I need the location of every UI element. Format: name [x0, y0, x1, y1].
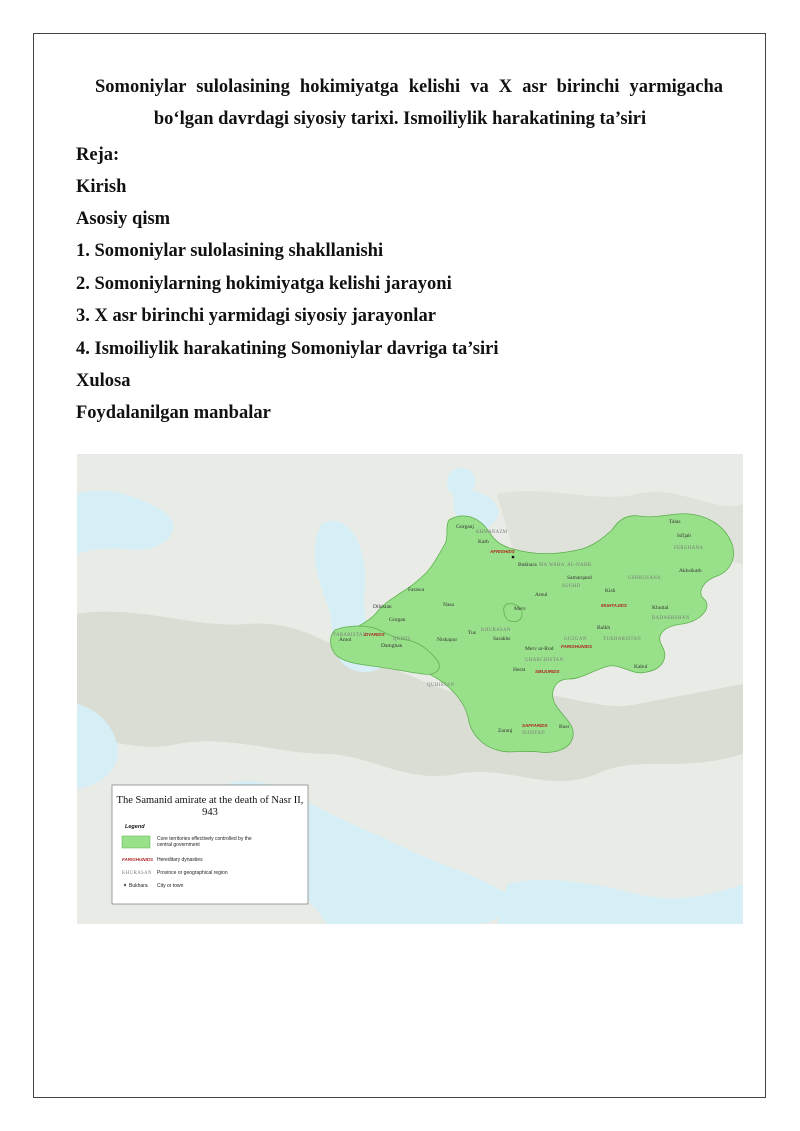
svg-text:FARIGHUNIDS: FARIGHUNIDS [561, 644, 593, 649]
svg-text:Gurgan: Gurgan [389, 617, 406, 623]
svg-text:Bust: Bust [559, 724, 570, 730]
svg-text:Kath: Kath [478, 539, 489, 545]
legend-region-desc: Province or geographical region [157, 870, 228, 876]
svg-text:Amul: Amul [535, 592, 548, 598]
svg-text:Farawa: Farawa [408, 587, 425, 593]
plan-item-introduction: Kirish [76, 177, 127, 197]
svg-text:BADAKHSHAN: BADAKHSHAN [652, 616, 690, 621]
svg-text:Akhsikath: Akhsikath [679, 568, 702, 574]
legend-city-desc: City or town [157, 883, 184, 889]
svg-text:Merv ar-Rud: Merv ar-Rud [525, 646, 554, 652]
samanid-map [77, 454, 743, 924]
plan-item-references: Foydalanilgan manbalar [76, 403, 271, 423]
svg-text:Isfijab: Isfijab [677, 533, 692, 539]
svg-text:Samarqand: Samarqand [567, 575, 592, 581]
plan-item-main-part: Asosiy qism [76, 209, 171, 229]
plan-item-conclusion: Xulosa [76, 371, 131, 391]
legend-core-line-2: central government [157, 842, 200, 848]
legend-city-sample: Bukhara [129, 883, 148, 889]
svg-text:MUHTAJIDS: MUHTAJIDS [601, 603, 627, 608]
svg-text:GUZGAN: GUZGAN [564, 637, 587, 642]
svg-text:Talas: Talas [669, 519, 681, 525]
svg-text:Kabul: Kabul [634, 664, 648, 670]
svg-text:GHARCHISTAN: GHARCHISTAN [525, 658, 564, 663]
svg-text:QUMIS: QUMIS [393, 637, 411, 642]
svg-text:Bukhara: Bukhara [518, 562, 537, 568]
svg-text:Merv: Merv [514, 606, 526, 612]
map-legend [112, 785, 308, 904]
svg-text:Balkh: Balkh [597, 625, 611, 631]
legend-heading: Legend [125, 824, 145, 830]
plan-item-2: 2. Somoniylarning hokimiyatga kelishi jarayoni [76, 274, 452, 294]
legend-dynasty-sample: FARIGHUNIDS [122, 857, 154, 862]
document-title-line-1: Somoniylar sulolasining hokimiyatga kelishi va X asr birinchi yarmigacha [95, 77, 723, 97]
svg-text:QUHISTAN: QUHISTAN [427, 683, 455, 688]
legend-title-line-1: The Samanid amirate at the death of Nasr II, [116, 795, 304, 806]
svg-text:SIJISTAN: SIJISTAN [522, 731, 546, 736]
legend-core-line-1: Core territories effectively controlled by the [157, 836, 252, 842]
legend-title-line-2: 943 [202, 807, 218, 818]
svg-text:Tus: Tus [468, 630, 477, 636]
svg-text:Amol: Amol [339, 637, 352, 643]
plan-item-3: 3. X asr birinchi yarmidagi siyosiy jarayonlar [76, 306, 436, 326]
svg-text:Kish: Kish [605, 588, 616, 594]
svg-text:Nishapur: Nishapur [437, 637, 458, 643]
plan-heading: Reja: [76, 145, 120, 165]
svg-text:TUKHARISTAN: TUKHARISTAN [603, 637, 642, 642]
svg-text:AFRIGHIDS: AFRIGHIDS [490, 549, 515, 554]
svg-text:KHURASAN: KHURASAN [481, 628, 511, 633]
legend-region-sample: KHURASAN [122, 871, 152, 876]
svg-text:Gurganj: Gurganj [456, 524, 474, 530]
svg-text:TABARISTAN: TABARISTAN [333, 633, 367, 638]
plan-item-1: 1. Somoniylar sulolasining shakllanishi [76, 241, 384, 261]
svg-text:Dihistan: Dihistan [373, 604, 392, 610]
svg-text:SUGHD: SUGHD [562, 584, 581, 589]
svg-text:Nasa: Nasa [443, 602, 454, 608]
svg-text:Sarakhs: Sarakhs [493, 636, 511, 642]
svg-text:FERGHANA: FERGHANA [674, 546, 704, 551]
plan-item-4: 4. Ismoiliylik harakatining Somoniylar davriga ta’siri [76, 339, 499, 359]
legend-dynasty-desc: Hereditary dynasties [157, 857, 203, 863]
svg-text:Damghan: Damghan [381, 643, 403, 649]
document-title-line-2: bo‘lgan davrdagi siyosiy tarixi. Ismoiliylik harakatining ta’siri [153, 109, 647, 129]
svg-text:USHRUSANA: USHRUSANA [628, 576, 661, 581]
svg-text:Zaranj: Zaranj [498, 728, 513, 734]
svg-text:SIMJURIDS: SIMJURIDS [535, 669, 560, 674]
svg-text:ZIYARIDS: ZIYARIDS [364, 632, 385, 637]
svg-text:KHWARAZM: KHWARAZM [476, 530, 508, 535]
svg-text:SAFFARIDS: SAFFARIDS [522, 723, 548, 728]
svg-text:Herat: Herat [513, 667, 526, 673]
svg-text:Khuttal: Khuttal [652, 605, 669, 611]
svg-text:MA WARA' AL-NAHR: MA WARA' AL-NAHR [539, 563, 592, 568]
